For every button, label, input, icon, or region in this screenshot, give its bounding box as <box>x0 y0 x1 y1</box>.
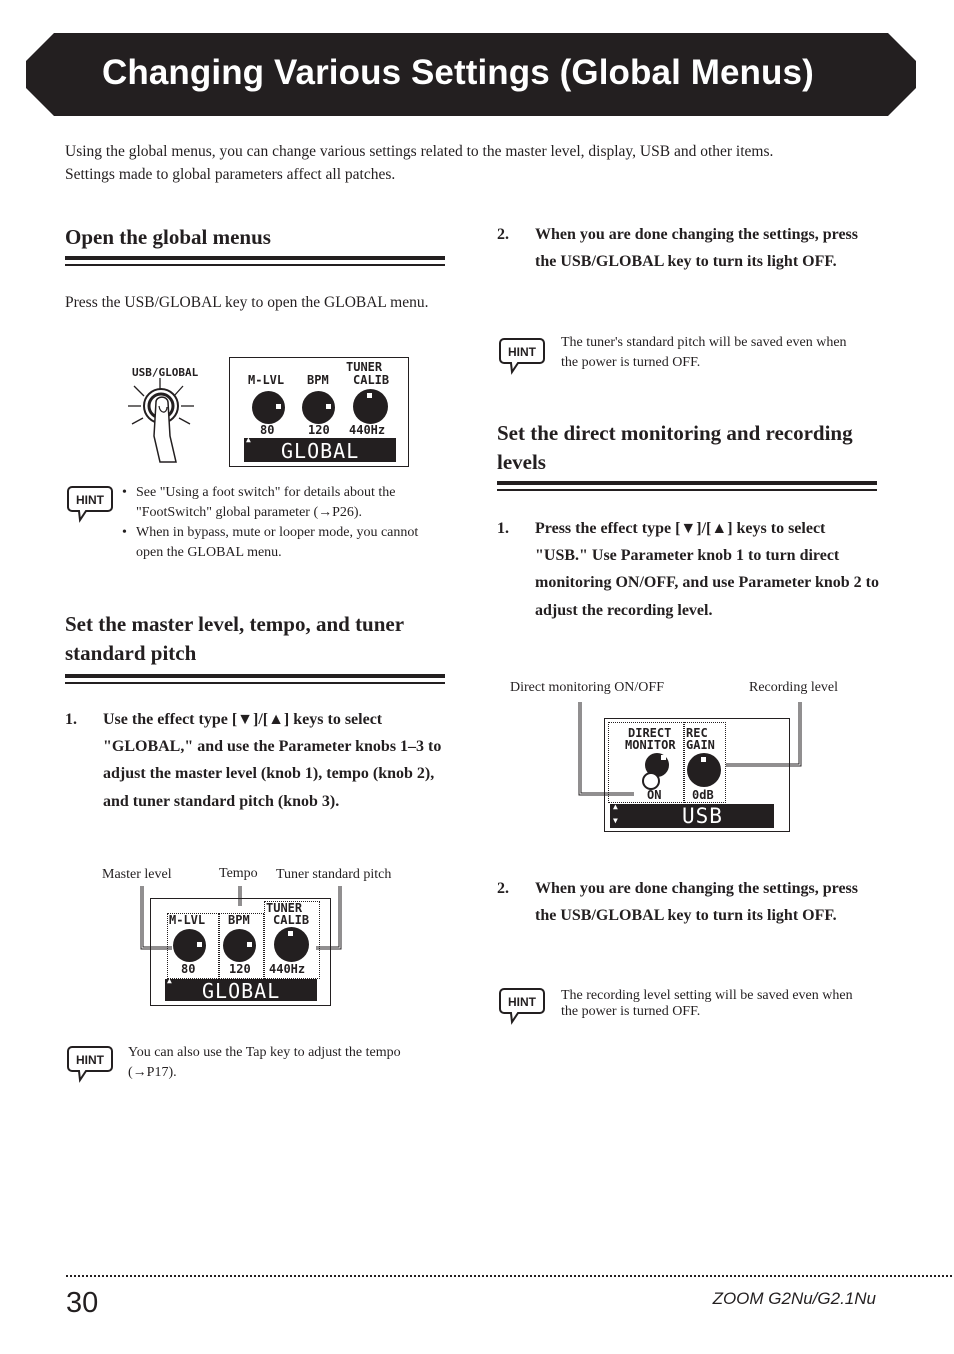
usb-global-key-illustration <box>126 364 216 464</box>
lcd-value-3: 440Hz <box>269 962 306 976</box>
step-number: 2. <box>497 226 509 243</box>
up-arrow-icon: ▲ <box>167 976 172 985</box>
lcd-value-1: 80 <box>181 962 196 976</box>
heading-rule <box>65 682 445 684</box>
svg-text:HINT: HINT <box>508 995 536 1009</box>
hint-icon <box>498 337 546 375</box>
hint-1-bullet: • When in bypass, mute or looper mode, you cannot open the GLOBAL menu. <box>122 523 440 563</box>
lcd-param-2b: GAIN <box>686 738 715 752</box>
knob-3 <box>274 927 309 962</box>
hint-3-text: The tuner's standard pitch will be saved even when the power is turned OFF. <box>561 335 847 370</box>
callout-direct-monitoring: Direct monitoring ON/OFF <box>510 680 664 695</box>
lcd-param-1b: MONITOR <box>625 738 676 752</box>
lcd-value-2: 0dB <box>692 788 714 802</box>
knob-2 <box>302 391 335 424</box>
hint-icon <box>66 1045 114 1083</box>
finger-press-icon <box>126 376 216 464</box>
lcd-value-1: 80 <box>260 423 275 437</box>
knob-1 <box>252 391 285 424</box>
lcd-param-2a: REC <box>686 726 708 740</box>
usb-global-key-label: USB/GLOBAL <box>132 366 199 379</box>
knob-2 <box>223 929 256 962</box>
lcd-value-2: 120 <box>229 962 251 976</box>
step-number: 2. <box>497 880 509 897</box>
master-heading: Set the master level, tempo, and tuner standard pitch <box>65 612 404 665</box>
heading-rule <box>497 481 877 485</box>
lcd-tuner-label: TUNER <box>266 901 303 915</box>
svg-text:HINT: HINT <box>76 493 104 507</box>
svg-text:HINT: HINT <box>508 345 536 359</box>
step-text: When you are done changing the settings, press the USB/GLOBAL key to turn its light OFF. <box>535 226 858 271</box>
hint-icon <box>498 987 546 1025</box>
lcd-tuner-label: TUNER <box>346 360 383 374</box>
lcd-param-1: M-LVL <box>169 913 206 927</box>
step-text: When you are done changing the settings, press the USB/GLOBAL key to turn its light OFF. <box>535 880 858 925</box>
lcd-param-3: CALIB <box>353 373 390 387</box>
page-number: 30 <box>66 1287 99 1319</box>
hint-1-list <box>122 483 440 563</box>
step-text: Press the effect type [▼]/[▲] keys to select "USB." Use Parameter knob 1 to turn direct monitoring ON/OFF, and use Parameter knob 2 to adjust the recording level. <box>535 520 880 619</box>
hint-1-bullet: • See "Using a foot switch" for details about the "FootSwitch" global parameter (→P26). <box>122 483 440 523</box>
heading-rule <box>65 256 445 260</box>
lcd-patch-name: GLOBAL <box>202 979 281 1003</box>
up-arrow-icon: ▲ <box>246 435 251 444</box>
page-title: Changing Various Settings (Global Menus) <box>102 53 814 92</box>
heading-rule <box>65 264 445 266</box>
hint-4-text: The recording level setting will be saved even when the power is turned OFF. <box>561 988 853 1019</box>
intro <box>65 141 885 186</box>
intro-line-2: Settings made to global parameters affect all patches. <box>65 165 396 183</box>
knob-2 <box>687 753 721 787</box>
callout-master-level: Master level <box>102 867 172 882</box>
step-number: 1. <box>497 520 509 537</box>
title-banner <box>26 33 916 116</box>
lcd-global-display <box>229 357 409 467</box>
callout-tempo: Tempo <box>219 866 258 881</box>
open-global-text: Press the USB/GLOBAL key to open the GLOBAL menu. <box>65 294 429 311</box>
lcd-param-1a: DIRECT <box>628 726 672 740</box>
knob-3 <box>353 389 388 424</box>
down-arrow-icon: ▼ <box>613 816 618 825</box>
intro-line-1: Using the global menus, you can change various settings related to the master level, display, USB and other items. <box>65 143 774 160</box>
hint-2-text: You can also use the Tap key to adjust the tempo (→P17). <box>128 1045 401 1080</box>
callout-recording-level: Recording level <box>749 680 839 695</box>
lcd-param-2: BPM <box>228 913 250 927</box>
lcd-name-bar <box>165 976 317 1003</box>
lcd-patch-name: USB <box>682 804 723 828</box>
direct-heading: Set the direct monitoring and recording levels <box>497 421 853 474</box>
lcd-global-display-master <box>150 898 331 1006</box>
knob-1 <box>173 929 206 962</box>
heading-rule <box>497 489 877 491</box>
lcd-value-1: ON <box>647 788 662 802</box>
lcd-patch-name: GLOBAL <box>281 439 360 463</box>
lcd-name-bar <box>244 435 396 463</box>
svg-text:HINT: HINT <box>76 1053 104 1067</box>
lcd-param-3: CALIB <box>273 913 310 927</box>
lcd-param-1: M-LVL <box>248 373 285 387</box>
open-global-heading: Open the global menus <box>65 225 271 249</box>
step-number: 1. <box>65 711 77 728</box>
step-text: Use the effect type [▼]/[▲] keys to select "GLOBAL," and use the Parameter knobs 1–3 to adjust the master level (knob 1), tempo (knob 2), and tuner standard pitch (knob 3). <box>103 711 442 810</box>
up-arrow-icon: ▲ <box>613 802 618 811</box>
heading-rule <box>65 674 445 678</box>
lcd-usb-display <box>604 718 790 832</box>
footer-rule <box>66 1275 952 1277</box>
lcd-value-2: 120 <box>308 423 330 437</box>
model-name: ZOOM G2Nu/G2.1Nu <box>712 1289 876 1308</box>
hint-icon <box>66 485 114 523</box>
callout-tuner: Tuner standard pitch <box>276 867 392 882</box>
lcd-name-bar <box>610 804 774 828</box>
lcd-value-3: 440Hz <box>349 423 386 437</box>
lcd-param-2: BPM <box>307 373 329 387</box>
